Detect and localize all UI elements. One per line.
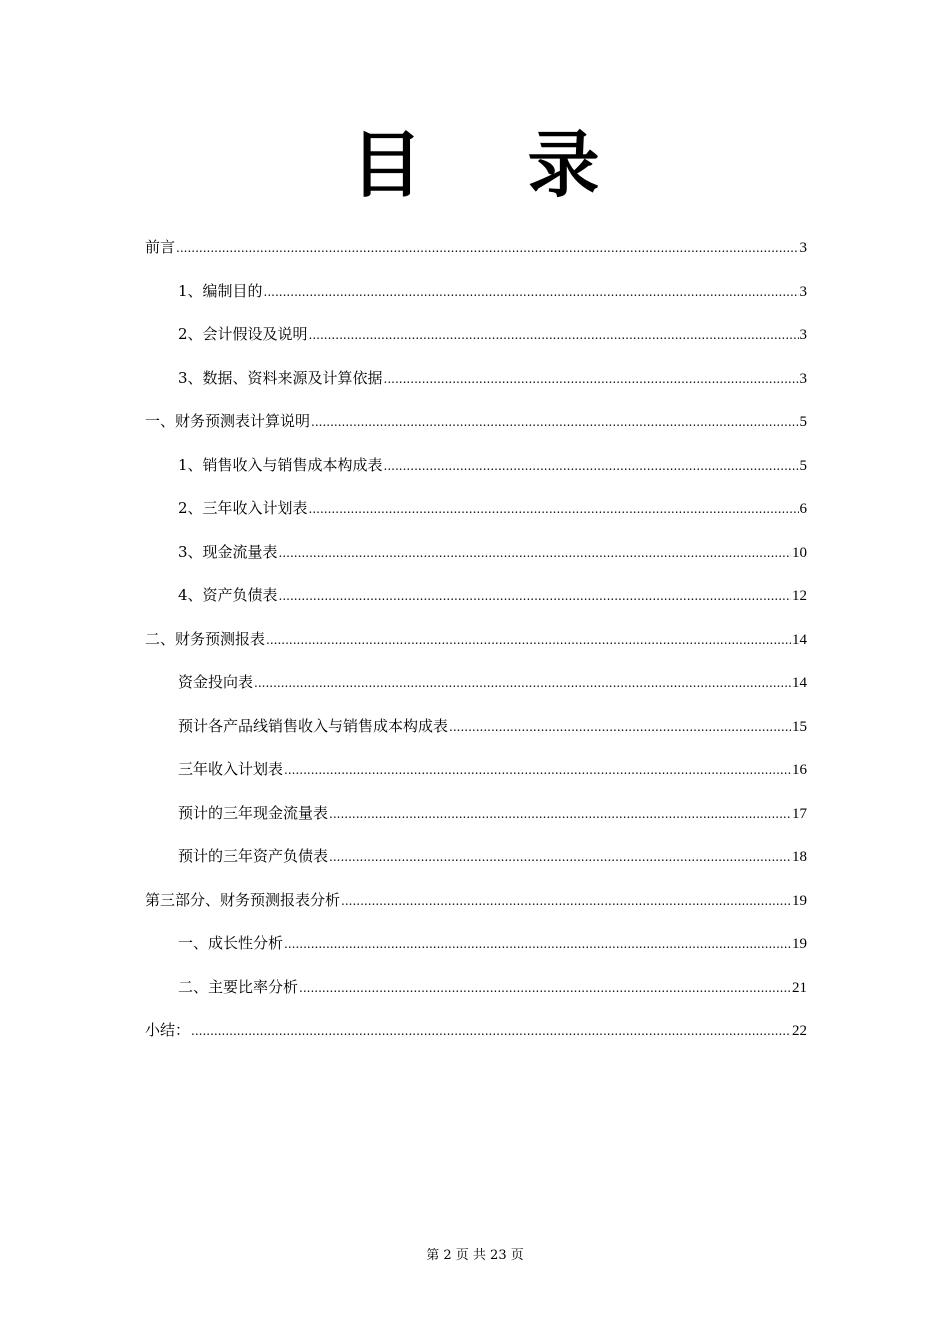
toc-entry-page: 14	[792, 631, 807, 648]
toc-entry[interactable]	[145, 1015, 807, 1059]
toc-entry-label: 第三部分、财务预测报表分析	[145, 890, 341, 909]
toc-entry-label: 一、财务预测表计算说明	[145, 412, 311, 430]
toc-leader-dots	[284, 755, 791, 785]
table-of-contents	[145, 232, 807, 1059]
toc-entry-page: 16	[792, 762, 807, 778]
toc-entry-label: 3、现金流量表	[178, 542, 278, 561]
toc-leader-dots	[279, 581, 791, 611]
toc-entry-page: 17	[792, 805, 807, 822]
toc-entry[interactable]	[145, 972, 807, 1016]
toc-entry[interactable]	[145, 580, 807, 624]
toc-leader-dots	[329, 842, 791, 872]
toc-entry[interactable]	[145, 450, 807, 494]
toc-entry-label: 2、三年收入计划表	[178, 499, 308, 517]
toc-entry[interactable]	[145, 406, 807, 450]
toc-entry-label: 一、成长性分析	[178, 934, 284, 952]
toc-entry-page: 5	[799, 414, 807, 430]
toc-leader-dots	[284, 929, 791, 959]
toc-entry-page: 14	[792, 675, 807, 691]
toc-entry-label: 资金投向表	[178, 673, 254, 691]
toc-entry-page: 21	[792, 979, 807, 996]
toc-entry-page: 3	[799, 327, 807, 343]
toc-entry-label: 预计的三年资产负债表	[178, 847, 329, 865]
toc-entry-label: 4、资产负债表	[178, 586, 278, 604]
toc-leader-dots	[384, 364, 799, 394]
toc-entry-page: 5	[799, 457, 807, 474]
toc-entry-page: 12	[792, 588, 807, 604]
toc-entry-label: 三年收入计划表	[178, 760, 284, 778]
toc-leader-dots	[279, 538, 791, 568]
toc-entry-page: 3	[799, 283, 807, 300]
toc-leader-dots	[329, 799, 791, 829]
toc-entry-page: 19	[792, 892, 807, 909]
toc-entry[interactable]	[145, 885, 807, 929]
toc-entry[interactable]	[145, 493, 807, 537]
toc-entry[interactable]	[145, 928, 807, 972]
toc-leader-dots	[384, 451, 799, 481]
toc-entry-page: 3	[799, 370, 807, 387]
toc-leader-dots	[299, 973, 791, 1003]
toc-entry-label: 1、销售收入与销售成本构成表	[178, 455, 383, 474]
toc-entry[interactable]	[145, 711, 807, 755]
toc-entry-label: 1、编制目的	[178, 281, 263, 300]
toc-entry[interactable]	[145, 624, 807, 668]
toc-leader-dots	[266, 625, 791, 655]
toc-entry-label: 小结：	[145, 1021, 191, 1039]
toc-leader-dots	[264, 277, 799, 307]
toc-entry-label: 二、财务预测报表	[145, 629, 266, 648]
toc-entry-page: 15	[792, 718, 807, 735]
page-footer: 第 2 页 共 23 页	[426, 1248, 524, 1263]
toc-leader-dots	[191, 1016, 791, 1046]
toc-entry[interactable]	[145, 276, 807, 320]
toc-entry-page: 6	[799, 501, 807, 517]
toc-entry-page: 22	[792, 1023, 807, 1039]
toc-entry-label: 二、主要比率分析	[178, 977, 299, 996]
toc-entry-page: 19	[792, 936, 807, 952]
toc-entry[interactable]	[145, 363, 807, 407]
toc-entry-page: 10	[792, 544, 807, 561]
toc-entry[interactable]	[145, 667, 807, 711]
toc-leader-dots	[309, 494, 799, 524]
toc-entry[interactable]	[145, 537, 807, 581]
toc-entry[interactable]	[145, 232, 807, 276]
toc-entry-page: 18	[792, 849, 807, 865]
toc-entry-label: 预计各产品线销售收入与销售成本构成表	[178, 716, 449, 735]
toc-leader-dots	[254, 668, 791, 698]
toc-entry[interactable]	[145, 754, 807, 798]
toc-leader-dots	[341, 886, 791, 916]
toc-entry[interactable]	[145, 841, 807, 885]
toc-leader-dots	[309, 320, 799, 350]
toc-entry[interactable]	[145, 319, 807, 363]
toc-entry-page: 3	[799, 240, 807, 256]
toc-entry-label: 3、数据、资料来源及计算依据	[178, 368, 383, 387]
page-title: 目 录	[350, 122, 640, 207]
toc-entry-label: 2、会计假设及说明	[178, 325, 308, 343]
toc-entry-label: 预计的三年现金流量表	[178, 803, 329, 822]
toc-entry[interactable]	[145, 798, 807, 842]
toc-leader-dots	[176, 233, 798, 263]
toc-entry-label: 前言	[145, 238, 176, 256]
toc-leader-dots	[449, 712, 791, 742]
toc-leader-dots	[311, 407, 798, 437]
